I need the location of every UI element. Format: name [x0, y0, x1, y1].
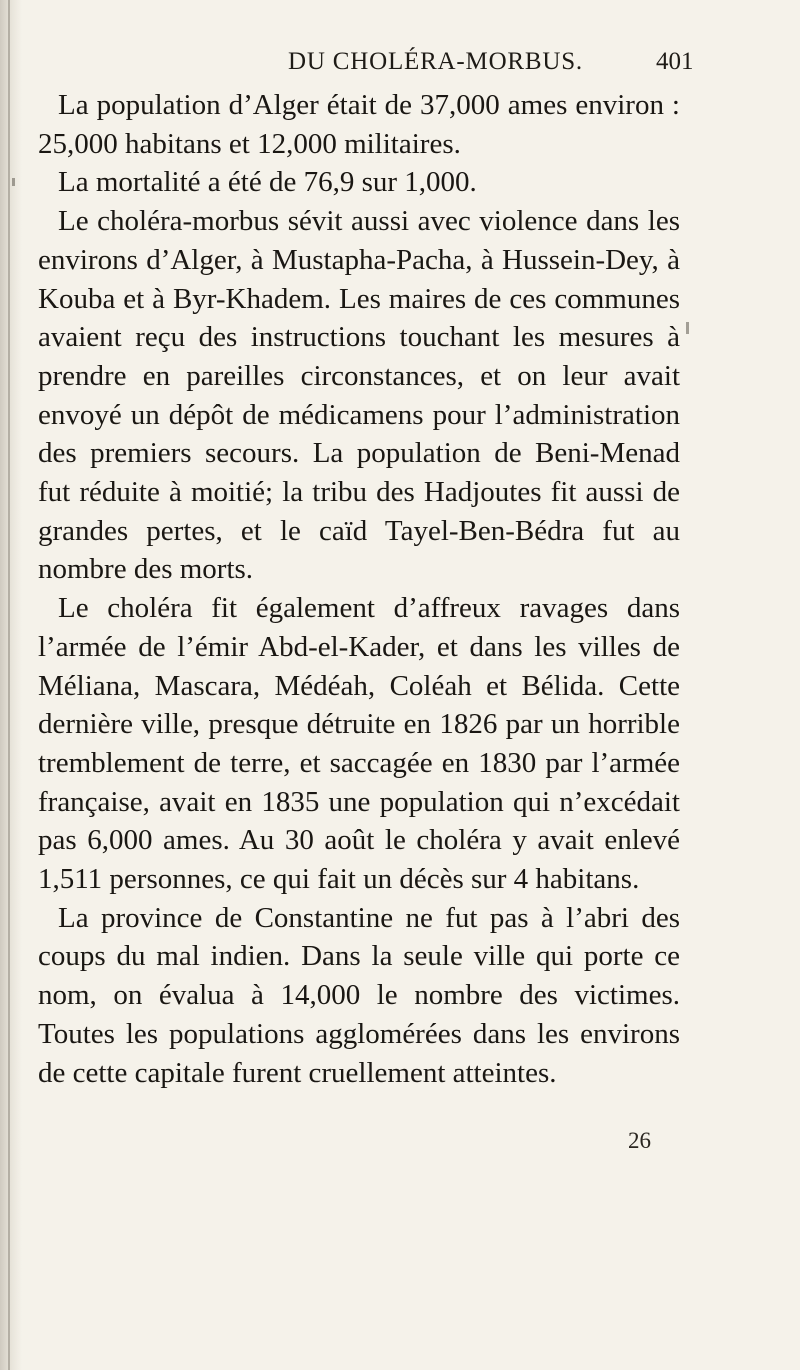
paragraph: La mortalité a été de 76,9 sur 1,000.: [58, 166, 477, 199]
page-number: 401: [656, 48, 694, 75]
paragraph: Le choléra-morbus sévit aussi avec violence dans les environs d’Alger, à Mustapha-Pacha, à Hussein-Dey, à Kouba et à Byr-Khadem. Les maires de ces communes avaient reçu des instructions touchant les mesures à prendre en pareilles circonstances, et on leur avait envoyé un dépôt de médicamens pour l’administration des premiers secours. La population de Beni-Menad fut réduite à moitié; la tribu des Hadjoutes fit aussi de grandes pertes, et le caïd Tayel-Ben-Bédra fut au nombre des morts.: [38, 205, 680, 586]
binding-gutter: [0, 0, 22, 1370]
page-header: [0, 48, 800, 88]
ink-speck: [686, 322, 689, 334]
running-head: DU CHOLÉRA-MORBUS.: [288, 48, 583, 75]
paragraph: La population d’Alger était de 37,000 ames environ : 25,000 habitans et 12,000 militaires.: [38, 89, 680, 160]
body-text: [38, 86, 680, 1092]
ink-speck: [12, 178, 15, 186]
paragraph: La province de Constantine ne fut pas à l’abri des coups du mal indien. Dans la seule ville qui porte ce nom, on évalua à 14,000 le nombre des victimes. Toutes les populations agglomérées dans les environs de cette capitale furent cruellement atteintes.: [38, 901, 680, 1089]
binding-edge-line: [8, 0, 10, 1370]
signature-mark: 26: [628, 1128, 651, 1153]
paragraph: Le choléra fit également d’affreux ravages dans l’armée de l’émir Abd-el-Kader, et dans les villes de Méliana, Mascara, Médéah, Coléah et Bélida. Cette dernière ville, presque détruite en 1826 par un horrible tremblement de terre, et saccagée en 1830 par l’armée française, avait en 1835 une population qui n’excédait pas 6,000 ames. Au 30 août le choléra y avait enlevé 1,511 personnes, ce qui fait un décès sur 4 habitans.: [38, 592, 680, 896]
